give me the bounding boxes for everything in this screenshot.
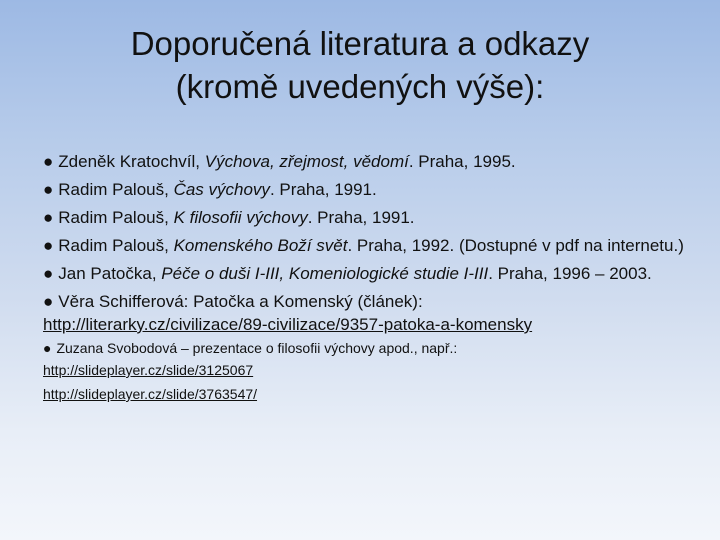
- reference-work-title: Čas výchovy: [173, 180, 270, 199]
- reference-author: Věra Schifferová: Patočka a Komenský (článek):: [58, 292, 423, 311]
- reference-item-palous-filosofie: [43, 206, 693, 230]
- bullet-icon: ●: [43, 180, 54, 199]
- reference-item-kratochvil: [43, 150, 693, 174]
- reference-work-title: Výchova, zřejmost, vědomí: [204, 152, 409, 171]
- slide-title-line-2: (kromě uvedených výše):: [175, 68, 545, 105]
- reference-author: Zdeněk Kratochvíl,: [58, 152, 205, 171]
- reference-work-title: Péče o duši I-III, Komeniologické studie I-III: [161, 264, 489, 283]
- reference-item-patocka: [43, 262, 693, 286]
- literarky-link[interactable]: http://literarky.cz/civilizace/89-civilizace/9357-patoka-a-komensky: [43, 315, 533, 334]
- reference-list: [43, 150, 693, 406]
- reference-details: . Praha, 1992. (Dostupné v pdf na internetu.): [347, 236, 684, 255]
- reference-work-title: Komenského Boží svět: [173, 236, 348, 255]
- bullet-icon: ●: [43, 152, 54, 171]
- bullet-icon: ●: [43, 264, 54, 283]
- reference-item-schifferova: [43, 290, 693, 336]
- reference-item-palous-komensky: [43, 234, 693, 258]
- reference-text: Zuzana Svobodová – prezentace o filosofii výchovy apod., např.:: [56, 340, 458, 356]
- bullet-icon: ●: [43, 236, 54, 255]
- reference-details: . Praha, 1991.: [269, 180, 377, 199]
- bullet-icon: ●: [43, 340, 52, 356]
- slide-title-line-1: Doporučená literatura a odkazy: [130, 25, 590, 62]
- reference-author: Radim Palouš,: [58, 180, 174, 199]
- reference-item-svobodova: [43, 338, 693, 406]
- reference-details: . Praha, 1991.: [307, 208, 415, 227]
- reference-work-title: K filosofii výchovy: [173, 208, 308, 227]
- slideplayer-link-2[interactable]: http://slideplayer.cz/slide/3763547/: [43, 386, 258, 402]
- reference-details: . Praha, 1996 – 2003.: [488, 264, 652, 283]
- reference-details: . Praha, 1995.: [408, 152, 516, 171]
- slide-title: [40, 22, 680, 108]
- bullet-icon: ●: [43, 208, 54, 227]
- reference-author: Radim Palouš,: [58, 236, 174, 255]
- bullet-icon: ●: [43, 292, 54, 311]
- reference-item-palous-cas: [43, 178, 693, 202]
- reference-author: Radim Palouš,: [58, 208, 174, 227]
- slideplayer-link-1[interactable]: http://slideplayer.cz/slide/3125067: [43, 362, 254, 378]
- reference-author: Jan Patočka,: [58, 264, 162, 283]
